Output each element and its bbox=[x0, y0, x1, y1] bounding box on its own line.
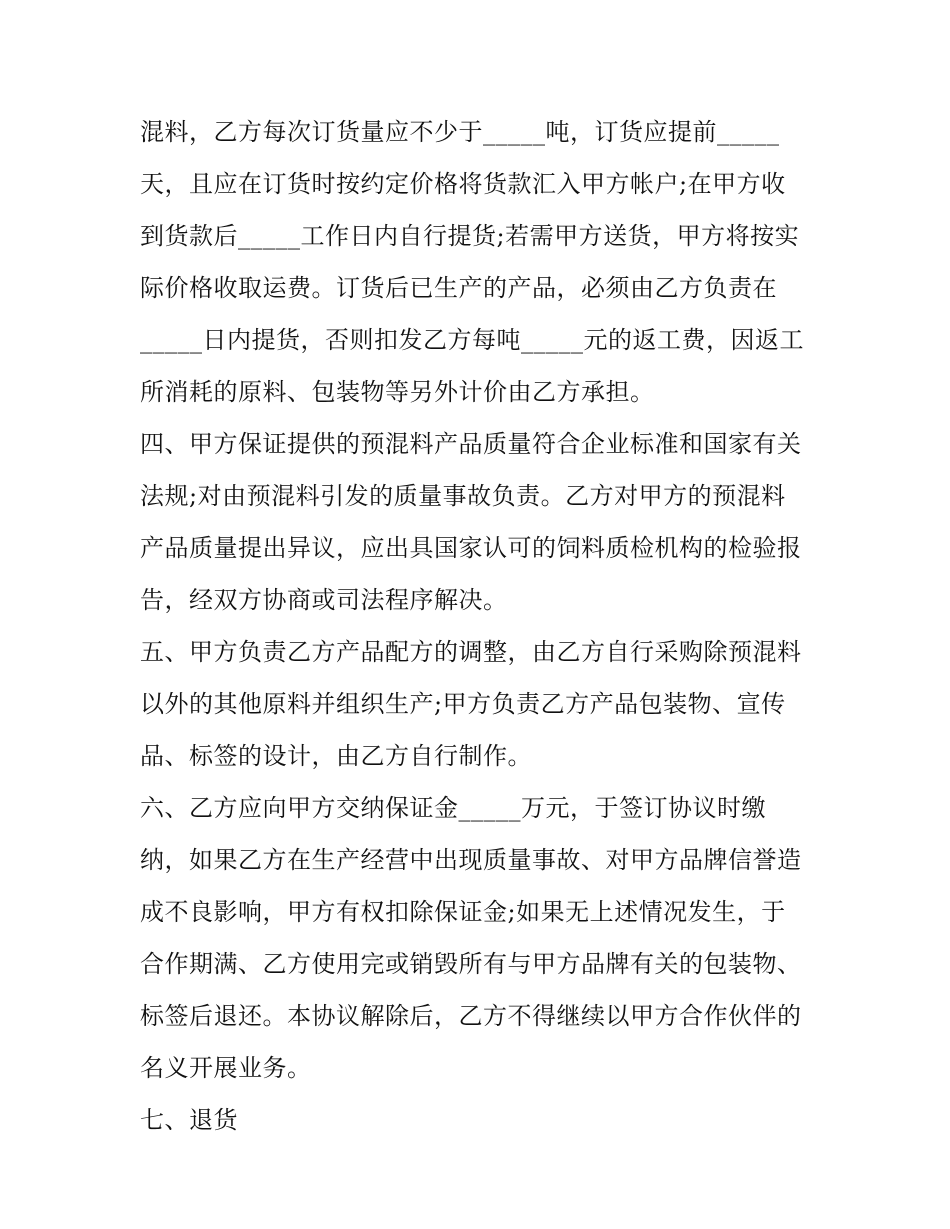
text-line: 纳，如果乙方在生产经营中出现质量事故、对甲方品牌信誉造 bbox=[140, 846, 802, 874]
text-line: 合作期满、乙方使用完或销毁所有与甲方品牌有关的包装物、 bbox=[140, 950, 802, 978]
text-line: 产品质量提出异议，应出具国家认可的饲料质检机构的检验报 bbox=[140, 534, 802, 562]
text-line: 混料，乙方每次订货量应不少于_____吨，订货应提前_____ bbox=[140, 118, 780, 146]
text-line: 际价格收取运费。订货后已生产的产品，必须由乙方负责在 bbox=[140, 274, 777, 302]
text-line: 六、乙方应向甲方交纳保证金_____万元，于签订协议时缴 bbox=[140, 794, 766, 822]
text-line: 天，且应在订货时按约定价格将货款汇入甲方帐户;在甲方收 bbox=[140, 170, 786, 198]
document-body bbox=[140, 106, 820, 1146]
text-line: _____日内提货，否则扣发乙方每吨_____元的返工费，因返工 bbox=[140, 326, 804, 354]
text-line: 法规;对由预混料引发的质量事故负责。乙方对甲方的预混料 bbox=[140, 482, 786, 510]
text-line: 成不良影响，甲方有权扣除保证金;如果无上述情况发生，于 bbox=[140, 898, 786, 926]
text-line: 四、甲方保证提供的预混料产品质量符合企业标准和国家有关 bbox=[140, 430, 802, 458]
section-heading: 七、退货 bbox=[140, 1106, 238, 1134]
text-line: 标签后退还。本协议解除后，乙方不得继续以甲方合作伙伴的 bbox=[140, 1002, 802, 1030]
text-line: 名义开展业务。 bbox=[140, 1054, 312, 1082]
text-line: 到货款后_____工作日内自行提货;若需甲方送货，甲方将按实 bbox=[140, 222, 800, 250]
text-line: 品、标签的设计，由乙方自行制作。 bbox=[140, 742, 532, 770]
text-line: 告，经双方协商或司法程序解决。 bbox=[140, 586, 508, 614]
text-line: 所消耗的原料、包装物等另外计价由乙方承担。 bbox=[140, 378, 655, 406]
text-line: 五、甲方负责乙方产品配方的调整，由乙方自行采购除预混料 bbox=[140, 638, 802, 666]
text-line: 以外的其他原料并组织生产;甲方负责乙方产品包装物、宣传 bbox=[140, 690, 786, 718]
